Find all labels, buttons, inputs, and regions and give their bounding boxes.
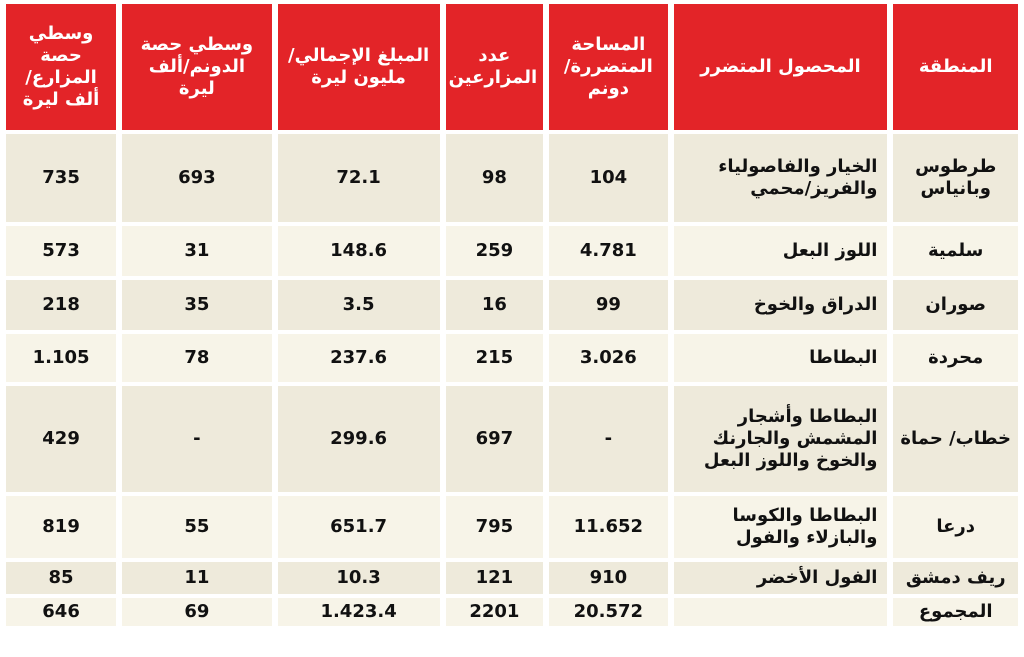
cell-farmers: 98 <box>446 134 544 222</box>
header-farmers: عدد المزارعين <box>446 4 544 130</box>
cell-per-donum: 693 <box>122 134 272 222</box>
table-row <box>6 562 1018 594</box>
cell-region: طرطوس وبانياس <box>893 134 1018 222</box>
table-row <box>6 280 1018 330</box>
cell-region: محردة <box>893 334 1018 382</box>
cell-per-farmer: 1.105 <box>6 334 116 382</box>
cell-crop: الدراق والخوخ <box>674 280 888 330</box>
cell-region: خطاب/ حماة <box>893 386 1018 492</box>
cell-crop: البطاطا والكوسا والبازلاء والفول <box>674 496 888 558</box>
cell-total: 651.7 <box>278 496 440 558</box>
cell-per-donum: 69 <box>122 598 272 626</box>
cell-per-donum: 11 <box>122 562 272 594</box>
cell-per-farmer: 573 <box>6 226 116 276</box>
table-row <box>6 496 1018 558</box>
cell-crop <box>674 598 888 626</box>
header-row <box>6 4 1018 130</box>
cell-farmers: 697 <box>446 386 544 492</box>
cell-farmers: 121 <box>446 562 544 594</box>
cell-total: 3.5 <box>278 280 440 330</box>
total-row <box>6 598 1018 626</box>
cell-per-farmer: 429 <box>6 386 116 492</box>
header-per-donum: وسطي حصة الدونم/ألف ليرة <box>122 4 272 130</box>
cell-per-farmer: 646 <box>6 598 116 626</box>
header-per-farmer: وسطي حصة المزارع/ ألف ليرة <box>6 4 116 130</box>
header-total: المبلغ الإجمالي/ مليون ليرة <box>278 4 440 130</box>
cell-crop: الخيار والفاصولياء والفريز/محمي <box>674 134 888 222</box>
table-row <box>6 386 1018 492</box>
cell-per-farmer: 218 <box>6 280 116 330</box>
cell-crop: اللوز البعل <box>674 226 888 276</box>
header-region: المنطقة <box>893 4 1018 130</box>
header-crop: المحصول المتضرر <box>674 4 888 130</box>
cell-total: 10.3 <box>278 562 440 594</box>
cell-area: 99 <box>549 280 667 330</box>
cell-total: 1.423.4 <box>278 598 440 626</box>
cell-crop: الفول الأخضر <box>674 562 888 594</box>
cell-area: 20.572 <box>549 598 667 626</box>
cell-region: المجموع <box>893 598 1018 626</box>
cell-area: 11.652 <box>549 496 667 558</box>
cell-area: 104 <box>549 134 667 222</box>
cell-farmers: 259 <box>446 226 544 276</box>
cell-farmers: 16 <box>446 280 544 330</box>
cell-per-farmer: 85 <box>6 562 116 594</box>
header-area: المساحة المتضررة/ دونم <box>549 4 667 130</box>
cell-farmers: 215 <box>446 334 544 382</box>
cell-crop: البطاطا وأشجار المشمش والجارنك والخوخ واللوز البعل <box>674 386 888 492</box>
cell-farmers: 795 <box>446 496 544 558</box>
cell-farmers: 2201 <box>446 598 544 626</box>
cell-total: 72.1 <box>278 134 440 222</box>
cell-per-donum: - <box>122 386 272 492</box>
cell-area: 4.781 <box>549 226 667 276</box>
cell-per-donum: 55 <box>122 496 272 558</box>
cell-region: درعا <box>893 496 1018 558</box>
cell-region: ريف دمشق <box>893 562 1018 594</box>
cell-per-donum: 78 <box>122 334 272 382</box>
table-row <box>6 226 1018 276</box>
cell-per-donum: 31 <box>122 226 272 276</box>
cell-area: - <box>549 386 667 492</box>
cell-total: 299.6 <box>278 386 440 492</box>
cell-per-farmer: 819 <box>6 496 116 558</box>
cell-region: صوران <box>893 280 1018 330</box>
cell-area: 910 <box>549 562 667 594</box>
table-row <box>6 134 1018 222</box>
cell-region: سلمية <box>893 226 1018 276</box>
table-row <box>6 334 1018 382</box>
cell-per-donum: 35 <box>122 280 272 330</box>
cell-total: 237.6 <box>278 334 440 382</box>
cell-total: 148.6 <box>278 226 440 276</box>
cell-crop: البطاطا <box>674 334 888 382</box>
cell-per-farmer: 735 <box>6 134 116 222</box>
cell-area: 3.026 <box>549 334 667 382</box>
